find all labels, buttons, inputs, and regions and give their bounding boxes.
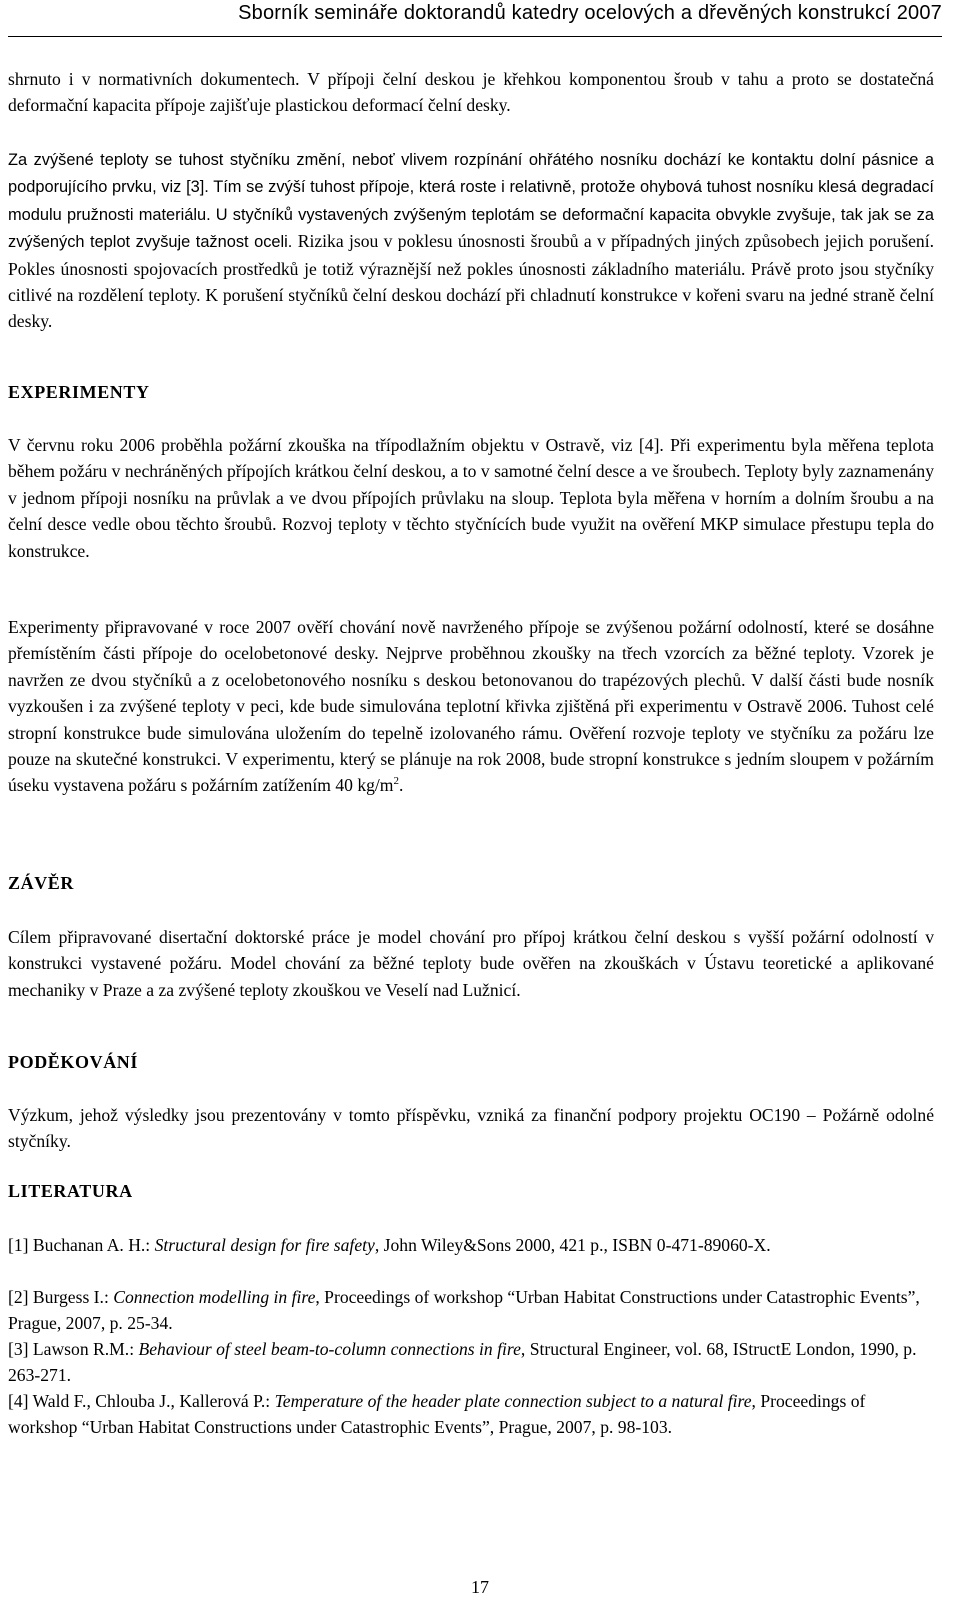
- paragraph-stiffness-part1: Za zvýšené teploty se tuhost styčníku změní, neboť vlivem rozpínání ohřátého nosníku dochází ke kontaktu dolní pásnice a podporujícího prvku, viz [3]. Tím se zvýší tuhost přípoje, která roste i relativně, protože ohybová tuhost nosníku klesá degradací modulu pružnosti materiálu.: [8, 151, 934, 224]
- reference-item: [8, 1284, 934, 1337]
- header-rule: [8, 36, 942, 37]
- reference-details: , John Wiley&Sons 2000, 421 p., ISBN 0-471-89060-X.: [374, 1235, 771, 1255]
- reference-number: [4]: [8, 1391, 29, 1411]
- reference-item: [8, 1336, 934, 1389]
- reference-authors: Burgess I.:: [28, 1287, 114, 1307]
- reference-authors: Wald F., Chlouba J., Kallerová P.:: [28, 1391, 275, 1411]
- reference-title: Behaviour of steel beam-to-column connections in fire: [138, 1339, 521, 1359]
- reference-number: [2]: [8, 1287, 29, 1307]
- reference-number: [1]: [8, 1235, 29, 1255]
- page-number: 17: [471, 1577, 489, 1597]
- paragraph-stiffness-part2: U styčníků vystavených zvýšeným teplotám se deformační kapacita obvykle zvyšuje, tak jak se za zvýšených teplot zvyšuje tažnost oceli.: [8, 205, 934, 252]
- reference-title: Structural design for fire safety: [154, 1235, 375, 1255]
- paragraph-ostrava-test: V červnu roku 2006 proběhla požární zkouška na třípodlažním objektu v Ostravě, viz [4]. Při experimentu byla měřena teplota během požáru v nechráněných přípojích krátkou čelní deskou, a to v samotné čelní desce a ve šroubech. Teploty byly zaznamenány v jednom přípoji nosníku na průvlak a ve dvou přípojích průvlaku na sloup. Teplota byla měřena v horním a dolním šroubu a na čelní desce vedle obou těchto šroubů. Rozvoj teploty v těchto styčnících bude využit na ověření MKP simulace přestupu tepla do konstrukce.: [8, 435, 934, 561]
- heading-literatura: LITERATURA: [8, 1181, 133, 1201]
- paragraph-stiffness-part4: Pokles únosnosti spojovacích prostředků je totiž výraznější než pokles únosnosti základního materiálu.: [8, 258, 746, 279]
- paragraph-intro: shrnuto i v normativních dokumentech. V přípoji čelní deskou je křehkou komponentou šroub v tahu a proto se dostatečná deformační kapacita přípoje zajišťuje plastickou deformací čelní desky.: [8, 69, 934, 116]
- reference-title: Connection modelling in fire: [113, 1287, 316, 1307]
- heading-zaver: ZÁVĚR: [8, 873, 75, 893]
- heading-podekovani: PODĚKOVÁNÍ: [8, 1052, 139, 1072]
- paragraph-acknowledgement: Výzkum, jehož výsledky jsou prezentovány v tomto příspěvku, vzniká za finanční podpory projektu OC190 – Požárně odolné styčníky.: [8, 1105, 934, 1152]
- running-header: Sborník semináře doktorandů katedry ocelových a dřevěných konstrukcí 2007: [238, 2, 942, 24]
- reference-authors: Buchanan A. H.:: [28, 1235, 155, 1255]
- paragraph-conclusion: Cílem připravované disertační doktorské práce je model chování pro přípoj krátkou čelní deskou s vyšší požární odolností v konstrukci vystavené požáru. Model chování za běžné teploty bude ověřen na zkouškách v Ústavu teoretické a aplikované mechaniky v Praze a za zvýšené teploty zkouškou ve Veselí nad Lužnicí.: [8, 927, 934, 1000]
- reference-details: , Proceedings of workshop “Urban Habitat Constructions under Catastrophic Events”, Prague, 2007, p. 25-34.: [8, 1287, 920, 1334]
- reference-title: Temperature of the header plate connection subject to a natural fire: [274, 1391, 752, 1411]
- superscript-2: 2: [393, 775, 399, 788]
- paragraph-experiments-2007-text: Experimenty připravované v roce 2007 ověří chování nově navrženého přípoje se zvýšenou požární odolností, které se dosáhne přemístěním části přípoje do ocelobetonové desky. Nejprve proběhnou zkoušky na třech vzorcích za běžné teploty. Vzorek je navržen ze dvou styčníků a z ocelobetonového nosníku s deskou betonovanou do trapézových plechů. V další části bude nosník vyzkoušen i za zvýšené teploty v peci, kde bude simulována teplotní křivka zjištěná při experimentu v Ostravě 2006. Tuhost celé stropní konstrukce bude simulována uložením do tepelně izolovaného rámu. Ověření rozvoje teploty ve styčníku za požáru lze pouze na skutečné konstrukci. V experimentu, který se plánuje na rok 2008, bude stropní konstrukce s jedním sloupem v požárním úseku vystavena požáru s požárním zatížením 40 kg/m: [8, 617, 934, 796]
- paragraph-experiments-2007: [8, 614, 934, 799]
- reference-item: [8, 1388, 934, 1441]
- heading-experimenty: EXPERIMENTY: [8, 382, 150, 402]
- paragraph-experiments-2007-end: .: [398, 775, 404, 796]
- paragraph-stiffness-part5: Právě proto jsou styčníky citlivé na rozdělení teploty.: [8, 258, 934, 306]
- reference-details: , Structural Engineer, vol. 68, IStructE London, 1990, p. 263-271.: [8, 1339, 917, 1386]
- reference-number: [3]: [8, 1339, 29, 1359]
- paragraph-stiffness-part6: K porušení styčníků čelní deskou dochází při chladnutí konstrukce v kořeni svaru na jedné straně čelní desky.: [8, 285, 934, 332]
- paragraph-stiffness: [8, 146, 934, 335]
- reference-authors: Lawson R.M.:: [28, 1339, 139, 1359]
- reference-item: [8, 1232, 934, 1258]
- paragraph-stiffness-part3: Rizika jsou v poklesu únosnosti šroubů a v případných jiných způsobech jejich porušení.: [297, 231, 934, 252]
- reference-details: , Proceedings of workshop “Urban Habitat Constructions under Catastrophic Events”, Prague, 2007, p. 98-103.: [8, 1391, 866, 1438]
